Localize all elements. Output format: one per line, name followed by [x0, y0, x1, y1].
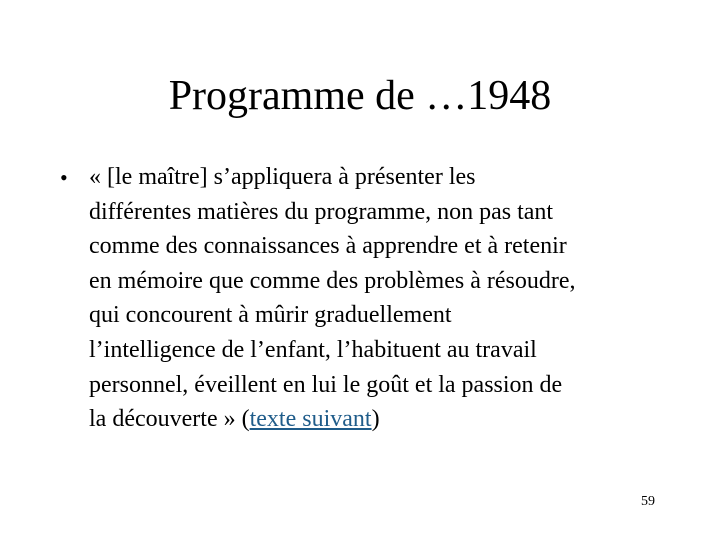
closing-parenthesis: )	[371, 406, 380, 433]
quote-line: différentes matières du programme, non pas tant	[89, 198, 554, 225]
next-text-link[interactable]: texte suivant	[249, 406, 372, 433]
quote-line: personnel, éveillent en lui le goût et la passion de	[89, 371, 563, 398]
quote-line: « [le maître] s’appliquera à présenter les	[89, 164, 476, 190]
slide-title: Programme de …1948	[168, 73, 552, 119]
quote-line-text: la découverte » (	[89, 406, 250, 433]
bullet-text	[89, 160, 679, 437]
quote-line: qui concourent à mûrir graduellement	[89, 302, 452, 329]
bullet-marker: •	[60, 165, 68, 190]
quote-line: l’intelligence de l’enfant, l’habituent au travail	[89, 336, 537, 363]
quote-last-line	[89, 402, 679, 437]
quote-line: comme des connaissances à apprendre et à retenir	[89, 233, 567, 260]
page-number: 59	[641, 494, 655, 509]
quote-line: en mémoire que comme des problèmes à résoudre,	[89, 267, 576, 294]
